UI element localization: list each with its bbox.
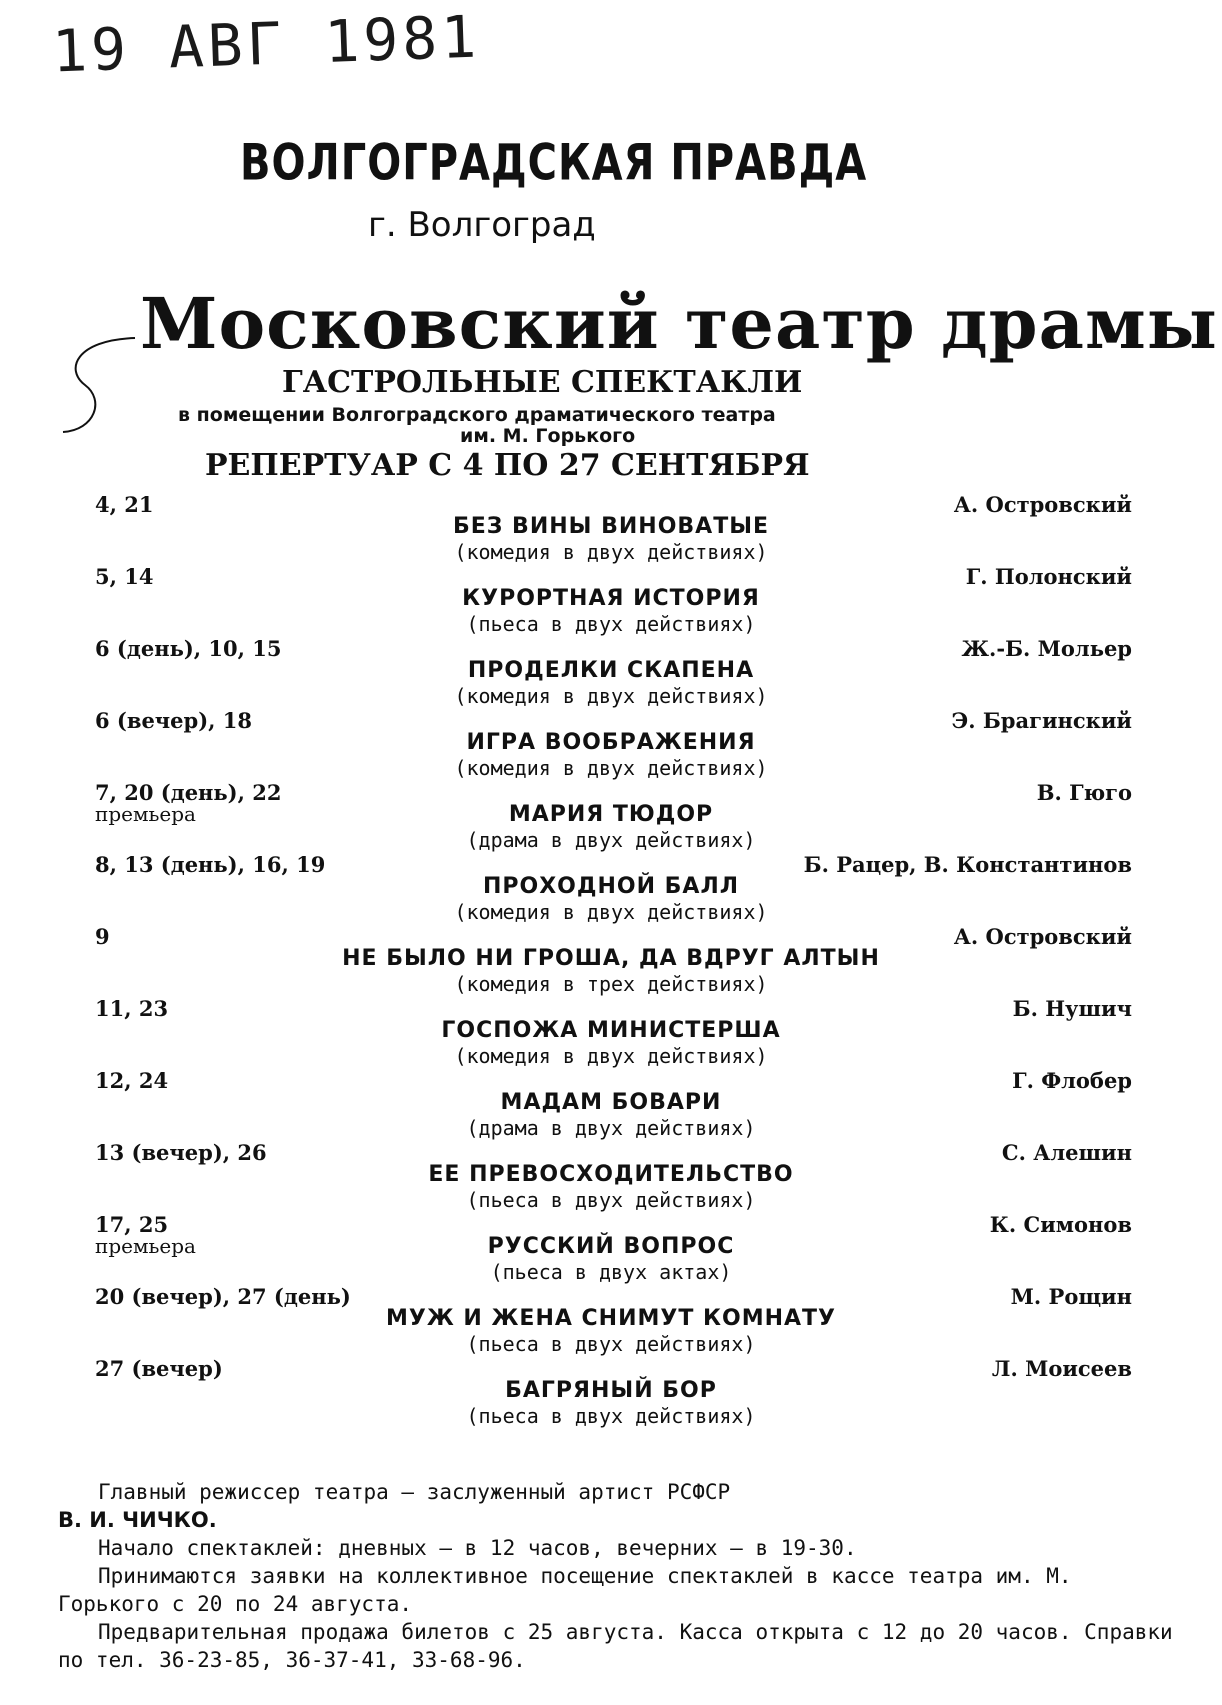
play-author: Э. Брагинский bbox=[951, 708, 1132, 733]
play-dates: 11, 23 bbox=[95, 996, 169, 1021]
play-title: КУРОРТНАЯ ИСТОРИЯ bbox=[462, 586, 760, 611]
play-author: В. Гюго bbox=[1036, 780, 1132, 805]
play-title: БЕЗ ВИНЫ ВИНОВАТЫЕ bbox=[452, 514, 770, 539]
play-author: Л. Моисеев bbox=[991, 1356, 1132, 1381]
play-title: МУЖ И ЖЕНА СНИМУТ КОМНАТУ bbox=[385, 1306, 837, 1331]
play-dates: 17, 25 bbox=[95, 1212, 169, 1237]
play-entry bbox=[0, 780, 1222, 852]
play-author: Г. Полонский bbox=[965, 564, 1132, 589]
play-genre: (комедия в двух действиях) bbox=[454, 900, 768, 924]
play-entry bbox=[0, 1356, 1222, 1428]
play-entry bbox=[0, 708, 1222, 780]
play-title: НЕ БЫЛО НИ ГРОША, ДА ВДРУГ АЛТЫН bbox=[342, 946, 880, 971]
play-dates: 27 (вечер) bbox=[95, 1356, 223, 1381]
subtitle: ГАСТРОЛЬНЫЕ СПЕКТАКЛИ bbox=[282, 365, 803, 400]
play-author: К. Симонов bbox=[989, 1212, 1132, 1237]
presale-note: Предварительная продажа билетов с 25 августа. Касса открыта с 12 до 20 часов. Справки по тел. 36-23-85, 36-37-41, 33-68-96. bbox=[58, 1620, 1173, 1672]
play-genre: (пьеса в двух действиях) bbox=[466, 1332, 756, 1356]
play-title: МАРИЯ ТЮДОР bbox=[508, 802, 714, 827]
play-author: Б. Рацер, В. Константинов bbox=[803, 852, 1132, 877]
play-author: С. Алешин bbox=[1001, 1140, 1132, 1165]
play-author: Ж.-Б. Мольер bbox=[961, 636, 1132, 661]
play-dates: 8, 13 (день), 16, 19 bbox=[95, 852, 326, 877]
director-line: Главный режиссер театра — заслуженный артист РСФСР bbox=[98, 1480, 731, 1504]
play-genre: (комедия в двух действиях) bbox=[454, 684, 768, 708]
play-genre: (пьеса в двух действиях) bbox=[466, 1404, 756, 1428]
play-title: ПРОДЕЛКИ СКАПЕНА bbox=[467, 658, 755, 683]
play-genre: (драма в двух действиях) bbox=[466, 1116, 756, 1140]
play-premiere-note: премьера bbox=[95, 1234, 196, 1258]
play-genre: (пьеса в двух действиях) bbox=[466, 1188, 756, 1212]
play-title: ГОСПОЖА МИНИСТЕРША bbox=[441, 1018, 781, 1043]
play-dates: 7, 20 (день), 22 bbox=[95, 780, 282, 805]
venue-line-1: в помещении Волгоградского драматического театра bbox=[178, 404, 776, 426]
page-title: Московский театр драмы bbox=[140, 282, 1218, 365]
date-stamp: 19 АВГ 1981 bbox=[50, 2, 482, 86]
play-dates: 5, 14 bbox=[95, 564, 154, 589]
venue-line-2: им. М. Горького bbox=[460, 425, 636, 447]
play-entry bbox=[0, 852, 1222, 924]
play-dates: 6 (вечер), 18 bbox=[95, 708, 253, 733]
newspaper-city: г. Волгоград bbox=[368, 205, 596, 245]
play-entry bbox=[0, 924, 1222, 996]
play-genre: (комедия в двух действиях) bbox=[454, 540, 768, 564]
play-genre: (пьеса в двух актах) bbox=[490, 1260, 732, 1284]
play-title: ИГРА ВООБРАЖЕНИЯ bbox=[466, 730, 756, 755]
play-author: М. Рощин bbox=[1010, 1284, 1132, 1309]
play-genre: (комедия в трех действиях) bbox=[454, 972, 768, 996]
play-title: ЕЕ ПРЕВОСХОДИТЕЛЬСТВО bbox=[428, 1162, 794, 1187]
play-dates: 6 (день), 10, 15 bbox=[95, 636, 282, 661]
applications-note: Принимаются заявки на коллективное посещение спектаклей в кассе театра им. М. Горького с 20 по 24 августа. bbox=[58, 1564, 1072, 1616]
footer-notes bbox=[58, 1478, 1178, 1674]
play-dates: 13 (вечер), 26 bbox=[95, 1140, 267, 1165]
newspaper-name: ВОЛГОГРАДСКАЯ ПРАВДА bbox=[240, 134, 868, 192]
play-author: Б. Нушич bbox=[1012, 996, 1132, 1021]
play-dates: 4, 21 bbox=[95, 492, 154, 517]
play-genre: (драма в двух действиях) bbox=[466, 828, 756, 852]
play-entry bbox=[0, 636, 1222, 708]
play-title: РУССКИЙ ВОПРОС bbox=[487, 1234, 735, 1259]
play-title: МАДАМ БОВАРИ bbox=[500, 1090, 722, 1115]
play-entry bbox=[0, 996, 1222, 1068]
play-premiere-note: премьера bbox=[95, 802, 196, 826]
play-entry bbox=[0, 492, 1222, 564]
start-times: Начало спектаклей: дневных — в 12 часов, вечерних — в 19-30. bbox=[98, 1536, 857, 1560]
play-dates: 9 bbox=[95, 924, 110, 949]
play-genre: (комедия в двух действиях) bbox=[454, 1044, 768, 1068]
play-dates: 20 (вечер), 27 (день) bbox=[95, 1284, 351, 1309]
play-entry bbox=[0, 1140, 1222, 1212]
play-genre: (комедия в двух действиях) bbox=[454, 756, 768, 780]
play-entry bbox=[0, 1284, 1222, 1356]
play-genre: (пьеса в двух действиях) bbox=[466, 612, 756, 636]
play-author: А. Островский bbox=[953, 492, 1132, 517]
play-title: ПРОХОДНОЙ БАЛЛ bbox=[482, 874, 740, 899]
play-dates: 12, 24 bbox=[95, 1068, 169, 1093]
flourish-ornament bbox=[55, 330, 145, 440]
play-entry bbox=[0, 564, 1222, 636]
play-title: БАГРЯНЫЙ БОР bbox=[505, 1378, 717, 1403]
director-name: В. И. ЧИЧКО. bbox=[58, 1508, 217, 1532]
play-author: А. Островский bbox=[953, 924, 1132, 949]
play-author: Г. Флобер bbox=[1012, 1068, 1132, 1093]
repertoire-heading: РЕПЕРТУАР С 4 ПО 27 СЕНТЯБРЯ bbox=[205, 448, 810, 483]
play-entry bbox=[0, 1212, 1222, 1284]
play-entry bbox=[0, 1068, 1222, 1140]
